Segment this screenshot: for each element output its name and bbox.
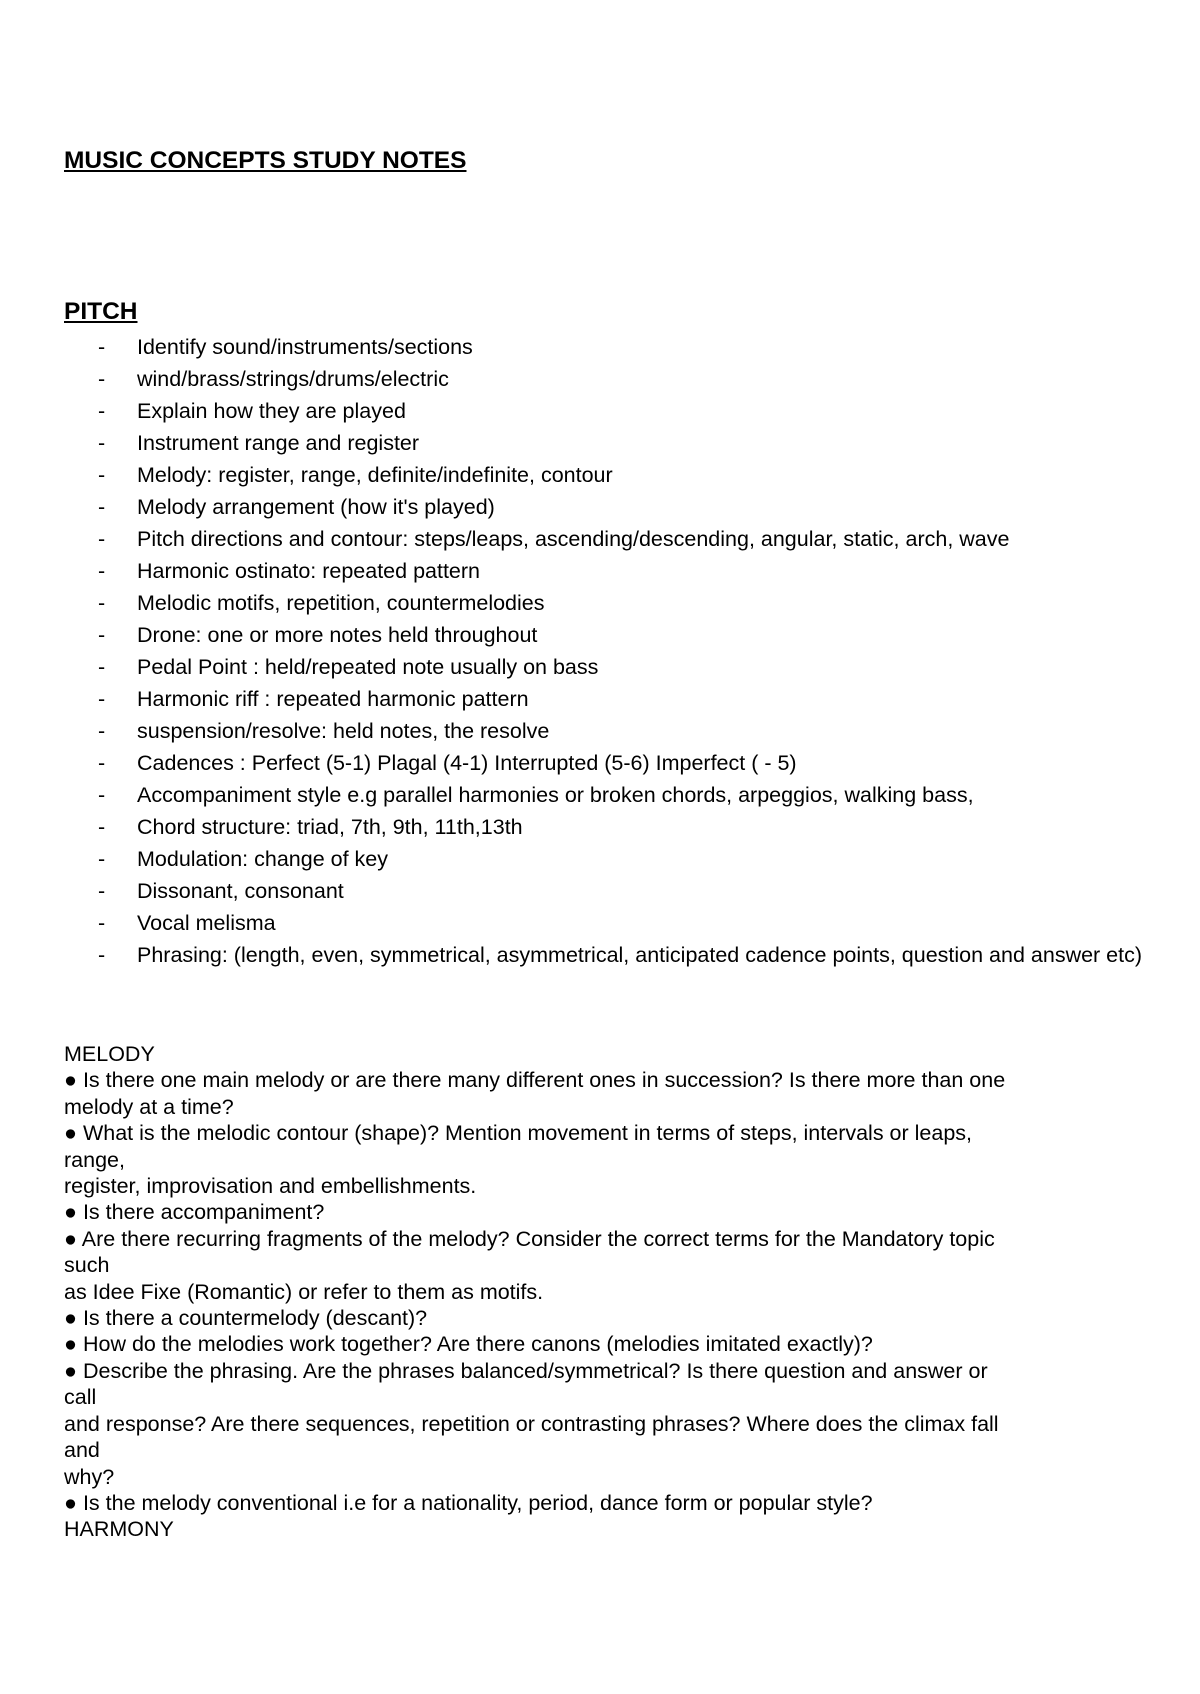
pitch-list-item-text: Identify sound/instruments/sections xyxy=(137,335,473,359)
list-dash-marker: - xyxy=(98,847,106,871)
pitch-list-item xyxy=(64,939,1164,971)
pitch-list-item-text: Harmonic ostinato: repeated pattern xyxy=(137,559,481,583)
pitch-list-item-text: Pedal Point : held/repeated note usually on bass xyxy=(137,655,599,679)
pitch-list-item xyxy=(64,715,1164,747)
pitch-list-item-text: Accompaniment style e.g parallel harmonies or broken chords, arpeggios, walking bass, xyxy=(137,783,974,807)
melody-heading: MELODY xyxy=(64,1042,155,1066)
melody-text-line: call xyxy=(64,1385,97,1410)
melody-text-line: such xyxy=(64,1253,110,1278)
list-dash-marker: - xyxy=(98,335,106,359)
list-dash-marker: - xyxy=(98,495,106,519)
pitch-list-item xyxy=(64,843,1164,875)
list-dash-marker: - xyxy=(98,943,106,967)
pitch-list-item xyxy=(64,587,1164,619)
pitch-list-item-text: Dissonant, consonant xyxy=(137,879,344,903)
list-dash-marker: - xyxy=(98,719,106,743)
melody-text-line: and xyxy=(64,1438,100,1463)
melody-section xyxy=(64,1041,1144,1543)
pitch-list-item xyxy=(64,651,1164,683)
pitch-list-item xyxy=(64,427,1164,459)
pitch-list xyxy=(64,331,1164,971)
melody-text-line: ● Describe the phrasing. Are the phrases balanced/symmetrical? Is there question and answer or xyxy=(64,1358,988,1383)
list-dash-marker: - xyxy=(98,815,106,839)
list-dash-marker: - xyxy=(98,783,106,807)
pitch-list-item-text: Pitch directions and contour: steps/leaps, ascending/descending, angular, static, arch, wave xyxy=(137,527,1010,551)
pitch-list-item-text: suspension/resolve: held notes, the resolve xyxy=(137,719,550,743)
pitch-list-item-text: Melody: register, range, definite/indefinite, contour xyxy=(137,463,613,487)
pitch-list-item xyxy=(64,459,1164,491)
list-dash-marker: - xyxy=(98,367,106,391)
pitch-heading: PITCH xyxy=(64,298,138,325)
pitch-list-item xyxy=(64,811,1164,843)
list-dash-marker: - xyxy=(98,463,106,487)
list-dash-marker: - xyxy=(98,751,106,775)
melody-text-line: ● Is there accompaniment? xyxy=(64,1200,325,1225)
melody-text-line: ● How do the melodies work together? Are there canons (melodies imitated exactly)? xyxy=(64,1332,873,1357)
list-dash-marker: - xyxy=(98,911,106,935)
list-dash-marker: - xyxy=(98,431,106,455)
pitch-list-item-text: wind/brass/strings/drums/electric xyxy=(137,367,449,391)
melody-text-line: register, improvisation and embellishments. xyxy=(64,1174,477,1199)
pitch-list-item-text: Cadences : Perfect (5-1) Plagal (4-1) Interrupted (5-6) Imperfect ( - 5) xyxy=(137,751,797,775)
pitch-list-item xyxy=(64,555,1164,587)
pitch-list-item-text: Drone: one or more notes held throughout xyxy=(137,623,538,647)
pitch-list-item xyxy=(64,395,1164,427)
pitch-list-item xyxy=(64,875,1164,907)
pitch-list-item xyxy=(64,907,1164,939)
melody-text-line: why? xyxy=(64,1464,115,1489)
list-dash-marker: - xyxy=(98,591,106,615)
melody-text-line: and response? Are there sequences, repetition or contrasting phrases? Where does the climax fall xyxy=(64,1411,999,1436)
pitch-list-item xyxy=(64,523,1164,555)
pitch-list-item-text: Vocal melisma xyxy=(137,911,276,935)
list-dash-marker: - xyxy=(98,879,106,903)
pitch-list-item-text: Explain how they are played xyxy=(137,399,406,423)
list-dash-marker: - xyxy=(98,559,106,583)
pitch-list-item-text: Chord structure: triad, 7th, 9th, 11th,13th xyxy=(137,815,523,839)
melody-text-line: ● What is the melodic contour (shape)? Mention movement in terms of steps, intervals or leaps, xyxy=(64,1121,973,1146)
pitch-list-item xyxy=(64,491,1164,523)
list-dash-marker: - xyxy=(98,623,106,647)
pitch-list-item xyxy=(64,683,1164,715)
pitch-list-item xyxy=(64,619,1164,651)
melody-text-line: range, xyxy=(64,1147,125,1172)
pitch-list-item xyxy=(64,747,1164,779)
melody-text-line: ● Is the melody conventional i.e for a nationality, period, dance form or popular style? xyxy=(64,1490,873,1515)
list-dash-marker: - xyxy=(98,527,106,551)
melody-text-line: ● Is there a countermelody (descant)? xyxy=(64,1306,428,1331)
list-dash-marker: - xyxy=(98,655,106,679)
pitch-list-item-text: Melodic motifs, repetition, countermelodies xyxy=(137,591,545,615)
melody-text-line: melody at a time? xyxy=(64,1094,234,1119)
pitch-list-item xyxy=(64,331,1164,363)
pitch-list-item-text: Melody arrangement (how it's played) xyxy=(137,495,495,519)
list-dash-marker: - xyxy=(98,399,106,423)
harmony-heading: HARMONY xyxy=(64,1517,174,1542)
pitch-list-item-text: Modulation: change of key xyxy=(137,847,388,871)
melody-text-line: as Idee Fixe (Romantic) or refer to them as motifs. xyxy=(64,1279,544,1304)
pitch-list-item-text: Harmonic riff : repeated harmonic pattern xyxy=(137,687,529,711)
pitch-list-item xyxy=(64,363,1164,395)
pitch-list-item xyxy=(64,779,1164,811)
melody-text-line: ● Are there recurring fragments of the melody? Consider the correct terms for the Mandatory topic xyxy=(64,1226,995,1251)
melody-text-line: ● Is there one main melody or are there many different ones in succession? Is there more than one xyxy=(64,1068,1006,1093)
pitch-list-item-text: Instrument range and register xyxy=(137,431,420,455)
pitch-list-item-text: Phrasing: (length, even, symmetrical, asymmetrical, anticipated cadence points, question and answer etc) xyxy=(137,943,1143,967)
list-dash-marker: - xyxy=(98,687,106,711)
document-title: MUSIC CONCEPTS STUDY NOTES xyxy=(64,147,467,174)
